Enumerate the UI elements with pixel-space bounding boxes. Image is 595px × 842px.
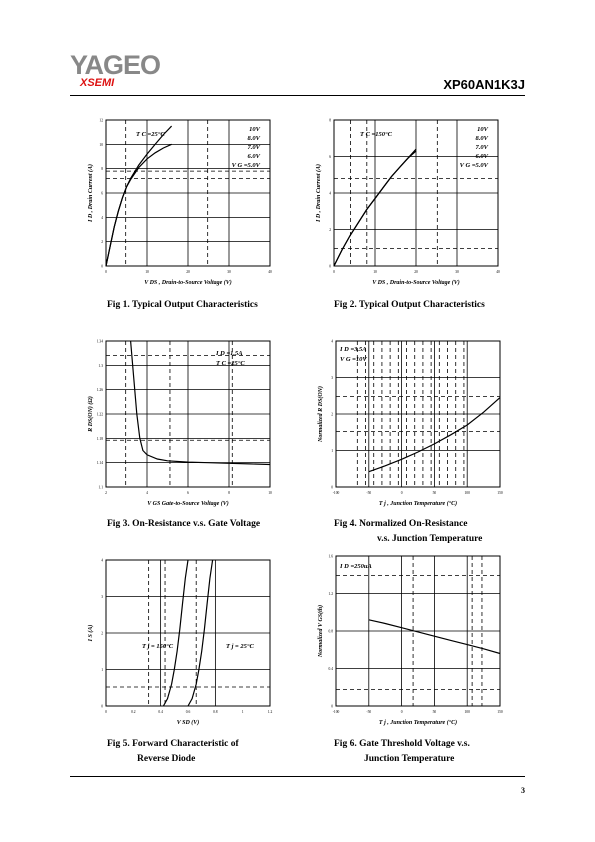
figure-6-caption-line-2: Junction Temperature	[364, 754, 455, 764]
series-label: T j = 25°C	[226, 643, 254, 650]
y-tick-label: 10	[99, 142, 103, 147]
condition-label: I D =3.5A	[340, 346, 367, 353]
y-tick-label: 0	[101, 704, 103, 709]
header-rule	[70, 95, 525, 96]
y-axis-label: I D , Drain Current (A)	[88, 163, 94, 223]
condition-label: T C =150°C	[360, 131, 392, 138]
y-tick-label: 2	[101, 240, 103, 245]
figure-2-chart	[312, 117, 512, 292]
figure-5-chart	[84, 557, 284, 732]
y-tick-label: 8	[101, 167, 103, 172]
x-tick-label: -50	[366, 710, 372, 714]
legend-entry: V G =5.0V	[459, 162, 488, 169]
series-label: T j = 150°C	[142, 643, 174, 650]
x-axis-label: T j , Junction Temperature (°C)	[378, 720, 458, 726]
y-tick-label: 2	[331, 412, 333, 417]
figure-6-caption-line-1: Fig 6. Gate Threshold Voltage v.s.	[334, 739, 470, 749]
y-axis-label: Normalized R DS(ON)	[318, 385, 324, 443]
series-line	[131, 341, 270, 465]
x-tick-label: 0	[400, 710, 403, 714]
x-tick-label: 100	[464, 491, 470, 495]
x-tick-label: 1	[241, 710, 244, 714]
y-axis-label: I S (A)	[88, 624, 94, 642]
legend-entry: 6.0V	[475, 153, 488, 160]
legend-entry: 6.0V	[247, 153, 260, 160]
x-tick-label: 20	[414, 270, 418, 274]
x-tick-label: 0	[400, 491, 403, 495]
y-tick-label: 0.4	[328, 667, 333, 671]
figure-5-caption-line-2: Reverse Diode	[137, 754, 196, 764]
y-tick-label: 3	[331, 376, 333, 380]
figure-4-chart	[310, 338, 510, 513]
x-tick-label: 30	[227, 270, 231, 274]
x-axis-label: V DS , Drain-to-Source Voltage (V)	[372, 280, 460, 286]
condition-label: I D =1.5A	[216, 350, 243, 357]
sub-brand-logo: XSEMI	[80, 77, 115, 89]
figure-5-caption-line-1: Fig 5. Forward Characteristic of	[107, 739, 239, 749]
condition-label: I D =250uA	[340, 563, 372, 570]
y-tick-label: 1.22	[96, 412, 103, 417]
x-tick-label: -100	[332, 491, 340, 495]
y-tick-label: 4	[101, 558, 103, 563]
part-number: XP60AN1K3J	[443, 77, 525, 92]
x-tick-label: 0.2	[131, 710, 136, 714]
x-tick-label: 0.4	[158, 710, 163, 714]
footer-rule	[70, 776, 525, 777]
legend-entry: 8.0V	[247, 135, 260, 142]
y-tick-label: 1.34	[96, 339, 103, 344]
y-axis-label: Normalized V GS(th)	[318, 604, 324, 658]
figure-4-caption-line-1: Fig 4. Normalized On-Resistance	[334, 519, 468, 529]
y-tick-label: 0.8	[328, 629, 333, 634]
y-tick-label: 1.3	[98, 363, 103, 368]
y-tick-label: 12	[99, 118, 103, 123]
legend-entry: 10V	[249, 126, 260, 133]
figure-3-chart	[78, 338, 278, 513]
y-tick-label: 6	[101, 191, 103, 196]
brand-logo: YAGEO	[70, 50, 161, 80]
y-tick-label: 8	[329, 118, 331, 123]
y-tick-label: 1.14	[96, 461, 103, 466]
x-tick-label: 10	[373, 270, 377, 274]
x-tick-label: 10	[268, 491, 272, 495]
figure-2-caption: Fig 2. Typical Output Characteristics	[334, 300, 485, 310]
figure-1-caption: Fig 1. Typical Output Characteristics	[107, 300, 258, 310]
legend-entry: 8.0V	[475, 135, 488, 142]
y-tick-label: 0	[331, 704, 333, 709]
x-axis-label: V GS Gate-to-Source Voltage (V)	[147, 501, 229, 507]
y-tick-label: 4	[331, 339, 333, 344]
y-tick-label: 1.1	[98, 485, 103, 490]
x-tick-label: 40	[268, 270, 272, 274]
y-tick-label: 0	[329, 264, 331, 269]
x-tick-label: 40	[496, 270, 500, 274]
legend-entry: 7.0V	[247, 144, 260, 151]
y-tick-label: 6	[329, 155, 331, 159]
y-tick-label: 1	[101, 668, 103, 672]
y-tick-label: 4	[329, 191, 331, 196]
y-tick-label: 2	[101, 631, 103, 636]
x-tick-label: 8	[228, 491, 230, 495]
y-tick-label: 1.2	[328, 592, 333, 596]
x-tick-label: 50	[432, 710, 437, 714]
legend-entry: 10V	[477, 126, 488, 133]
x-tick-label: 0	[333, 270, 335, 274]
y-tick-label: 3	[101, 595, 103, 599]
y-axis-label: R DS(ON) (Ω)	[88, 396, 94, 432]
y-tick-label: 1.26	[96, 388, 103, 393]
x-tick-label: 50	[432, 491, 437, 495]
condition-label: V G =10V	[340, 356, 367, 363]
legend-entry: 7.0V	[475, 144, 488, 151]
x-axis-label: V SD (V)	[176, 720, 200, 726]
series-line	[106, 126, 172, 266]
x-tick-label: 0.8	[213, 710, 218, 714]
y-tick-label: 0	[331, 485, 333, 490]
x-tick-label: -50	[366, 491, 372, 495]
y-tick-label: 0	[101, 264, 103, 269]
x-tick-label: 1.2	[267, 710, 273, 714]
series-line	[106, 144, 172, 266]
y-tick-label: 4	[101, 215, 103, 220]
condition-label: T C =25°C	[216, 360, 245, 367]
x-tick-label: -100	[332, 710, 340, 714]
x-tick-label: 150	[497, 491, 503, 495]
x-axis-label: T j , Junction Temperature (°C)	[378, 501, 458, 507]
x-tick-label: 150	[497, 710, 503, 714]
y-axis-label: I D , Drain Current (A)	[316, 163, 322, 223]
x-tick-label: 4	[146, 491, 148, 495]
y-tick-label: 1.6	[328, 554, 333, 559]
condition-label: T C =25°C	[136, 131, 165, 138]
x-tick-label: 0	[105, 710, 107, 714]
x-tick-label: 0	[105, 270, 107, 274]
x-tick-label: 20	[186, 270, 190, 274]
x-tick-label: 30	[455, 270, 459, 274]
x-tick-label: 2	[105, 491, 107, 495]
y-tick-label: 1	[331, 449, 333, 453]
figure-6-chart	[310, 553, 510, 733]
x-tick-label: 100	[464, 710, 470, 714]
y-tick-label: 1.18	[96, 436, 103, 441]
x-axis-label: V DS , Drain-to-Source Voltage (V)	[144, 280, 232, 286]
figure-4-caption-line-2: v.s. Junction Temperature	[377, 534, 483, 544]
figure-3-caption: Fig 3. On-Resistance v.s. Gate Voltage	[107, 519, 261, 529]
page-number: 3	[521, 786, 525, 795]
x-tick-label: 0.6	[185, 710, 191, 714]
figure-1-chart	[84, 117, 284, 292]
legend-entry: V G =5.0V	[231, 162, 260, 169]
y-tick-label: 2	[329, 228, 331, 232]
x-tick-label: 10	[145, 270, 149, 274]
x-tick-label: 6	[187, 491, 189, 495]
